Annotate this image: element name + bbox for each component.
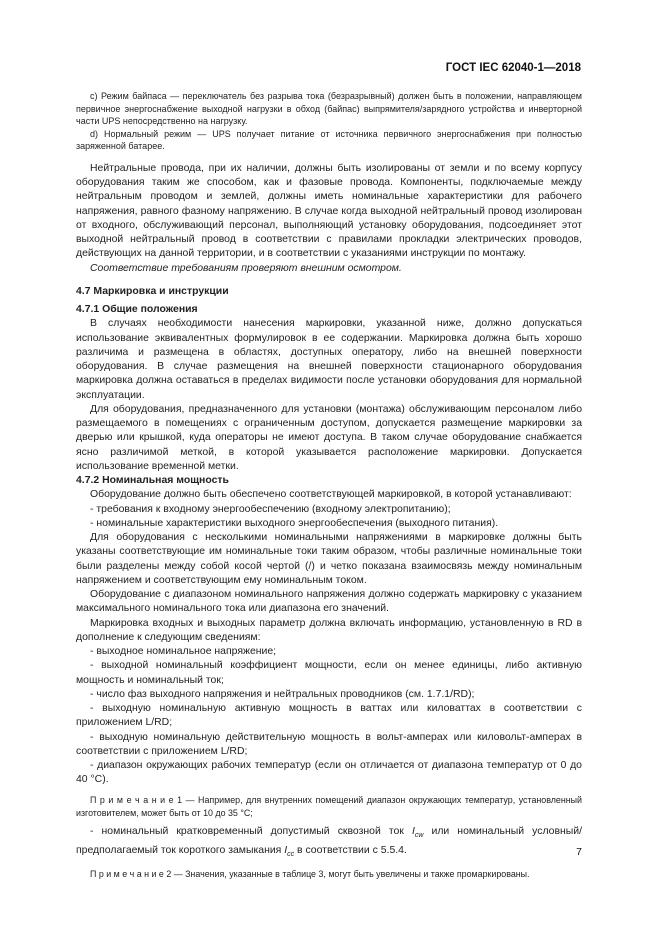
sc-symbol-1: I [411,826,415,838]
general-paragraph-1: В случаях необходимости нанесения маркировки, указанной ниже, должно допускаться использование эквивалентных формулировок в ее содержании. Маркировка должна быть хорошо различима и размещена в областях, доступных оператору, либо на внешней поверхности оборудования. В случае размещения на внешней поверхности стационарного оборудования маркировка должна оставаться в пределах видимости после установки оборудования для нормальной эксплуатации. [76,318,582,401]
list-item: - диапазон окружающих рабочих температур (если он отличается от диапазона температур от 0 до 40 °C). [76,760,582,786]
general-paragraph-2: Для оборудования, предназначенного для установки (монтажа) обслуживающим персоналом либо размещаемого в помещениях с ограниченным доступом, допускается размещение маркировки за дверью или крышкой, куда операторы не имеют доступа. В таком случае оборудование снабжается ясно различимой меткой, в которой указывается расположение маркировки. Допускается использование временной метки. [76,403,582,472]
note-1-label: П р и м е ч а н и е 1 [90,794,183,805]
list-item: - выходную номинальную действительную мощность в вольт-амперах или киловольт-амперах в соответствии с приложением L/RD; [76,731,582,757]
list-item: - число фаз выходного напряжения и нейтральных проводников (см. 1.7.1/RD); [90,688,475,700]
list-item: - выходную номинальную активную мощность в ваттах или киловаттах в соответствии с приложением L/RD; [76,703,582,729]
note-2 [76,868,582,881]
neutral-paragraph: Нейтральные провода, при их наличии, должны быть изолированы от земли и по всему корпусу оборудования таким же способом, как и фазовые провода. Компоненты, подключаемые между нейтральным проводом и землей, должны иметь номинальные характеристики для рабочего напряжения, равного фазному напряжению. В случае когда выходной нейтральный провод изолирован от входного, обслуживающий персонал, выполняющий установку оборудования, подсоединяет этот выходной нейтральный провод в соответствии с правилами прокладки электрических проводов, действующих на данной территории, и в соответствии с указаниями инструкции по монтажу. [76,162,582,260]
note-1 [76,794,582,820]
sc-text-1: - номинальный кратковременный допустимый сквозной ток [90,826,412,838]
sc-sub-1: cw [414,832,424,840]
sc-sub-2: cc [287,850,295,858]
note-1-text: — Например, для внутренних помещений диапазон окружающих температур, установленный изготовителем, может быть от 10 до 35 °C; [76,794,582,818]
page-body [76,90,582,881]
mode-items [76,90,582,153]
sc-text-2: или номинальный условный/предполагаемый ток короткого замыкания [76,826,583,856]
list-item: - выходное номинальное напряжение; [90,646,277,658]
compliance-note: Соответствие требованиям проверяют внешним осмотром. [90,262,402,274]
multi-voltage-paragraph: Для оборудования с несколькими номинальными напряжениями в маркировке должны быть указаны соответствующие им номинальные токи таким образом, чтобы различные номинальные токи были разделены между собой косой чертой (/) и четко показана взаимосвязь между номинальным напряжением и соответствующим ему номинальным током. [76,532,582,586]
voltage-range-paragraph: Оборудование с диапазоном номинального напряжения должно содержать маркировку с указанием максимального номинального тока или диапазона его значений. [76,589,582,615]
marking-paragraph: Маркировка входных и выходных параметр должна включать информацию, установленную в RD в дополнение к следующим сведениям: [76,617,582,643]
item-c: с) Режим байпаса — переключатель без разрыва тока (безразрывный) должен быть в положении, направляющем первичное энергоснабжение выходной нагрузки в обход (байпас) выпрямителя/зарядного устройства и инверторной части UPS непосредственно на нагрузку. [76,91,582,127]
short-circuit-item [76,825,582,862]
sc-text-3: в соответствии с 5.5.4. [294,844,407,856]
note-2-label: П р и м е ч а н и е 2 [90,868,172,879]
page-number: 7 [576,846,582,858]
item-d: d) Нормальный режим — UPS получает питание от источника первичного энергоснабжения при полностью заряженной батарее. [76,128,582,152]
sc-symbol-2: I [284,844,288,856]
section-4-7-title: 4.7 Маркировка и инструкции [76,285,229,297]
section-4-7-1-title: 4.7.1 Общие положения [76,304,198,316]
note-2-text: — Значения, указанные в таблице 3, могут быть увеличены и также промаркированы. [171,868,530,879]
section-4-7-2-title: 4.7.2 Номинальная мощность [76,475,229,487]
document-header: ГОСТ IEC 62040-1—2018 [445,62,581,74]
list-item: - выходной номинальный коэффициент мощности, если он менее единицы, либо активную мощность и номинальный ток; [76,660,582,686]
rating-intro: Оборудование должно быть обеспечено соответствующей маркировкой, в которой устанавливают: [90,489,572,501]
list-item: - номинальные характеристики выходного энергообеспечения (выходного питания). [90,517,499,529]
list-item: - требования к входному энергообеспечению (входному электропитанию); [90,503,451,515]
